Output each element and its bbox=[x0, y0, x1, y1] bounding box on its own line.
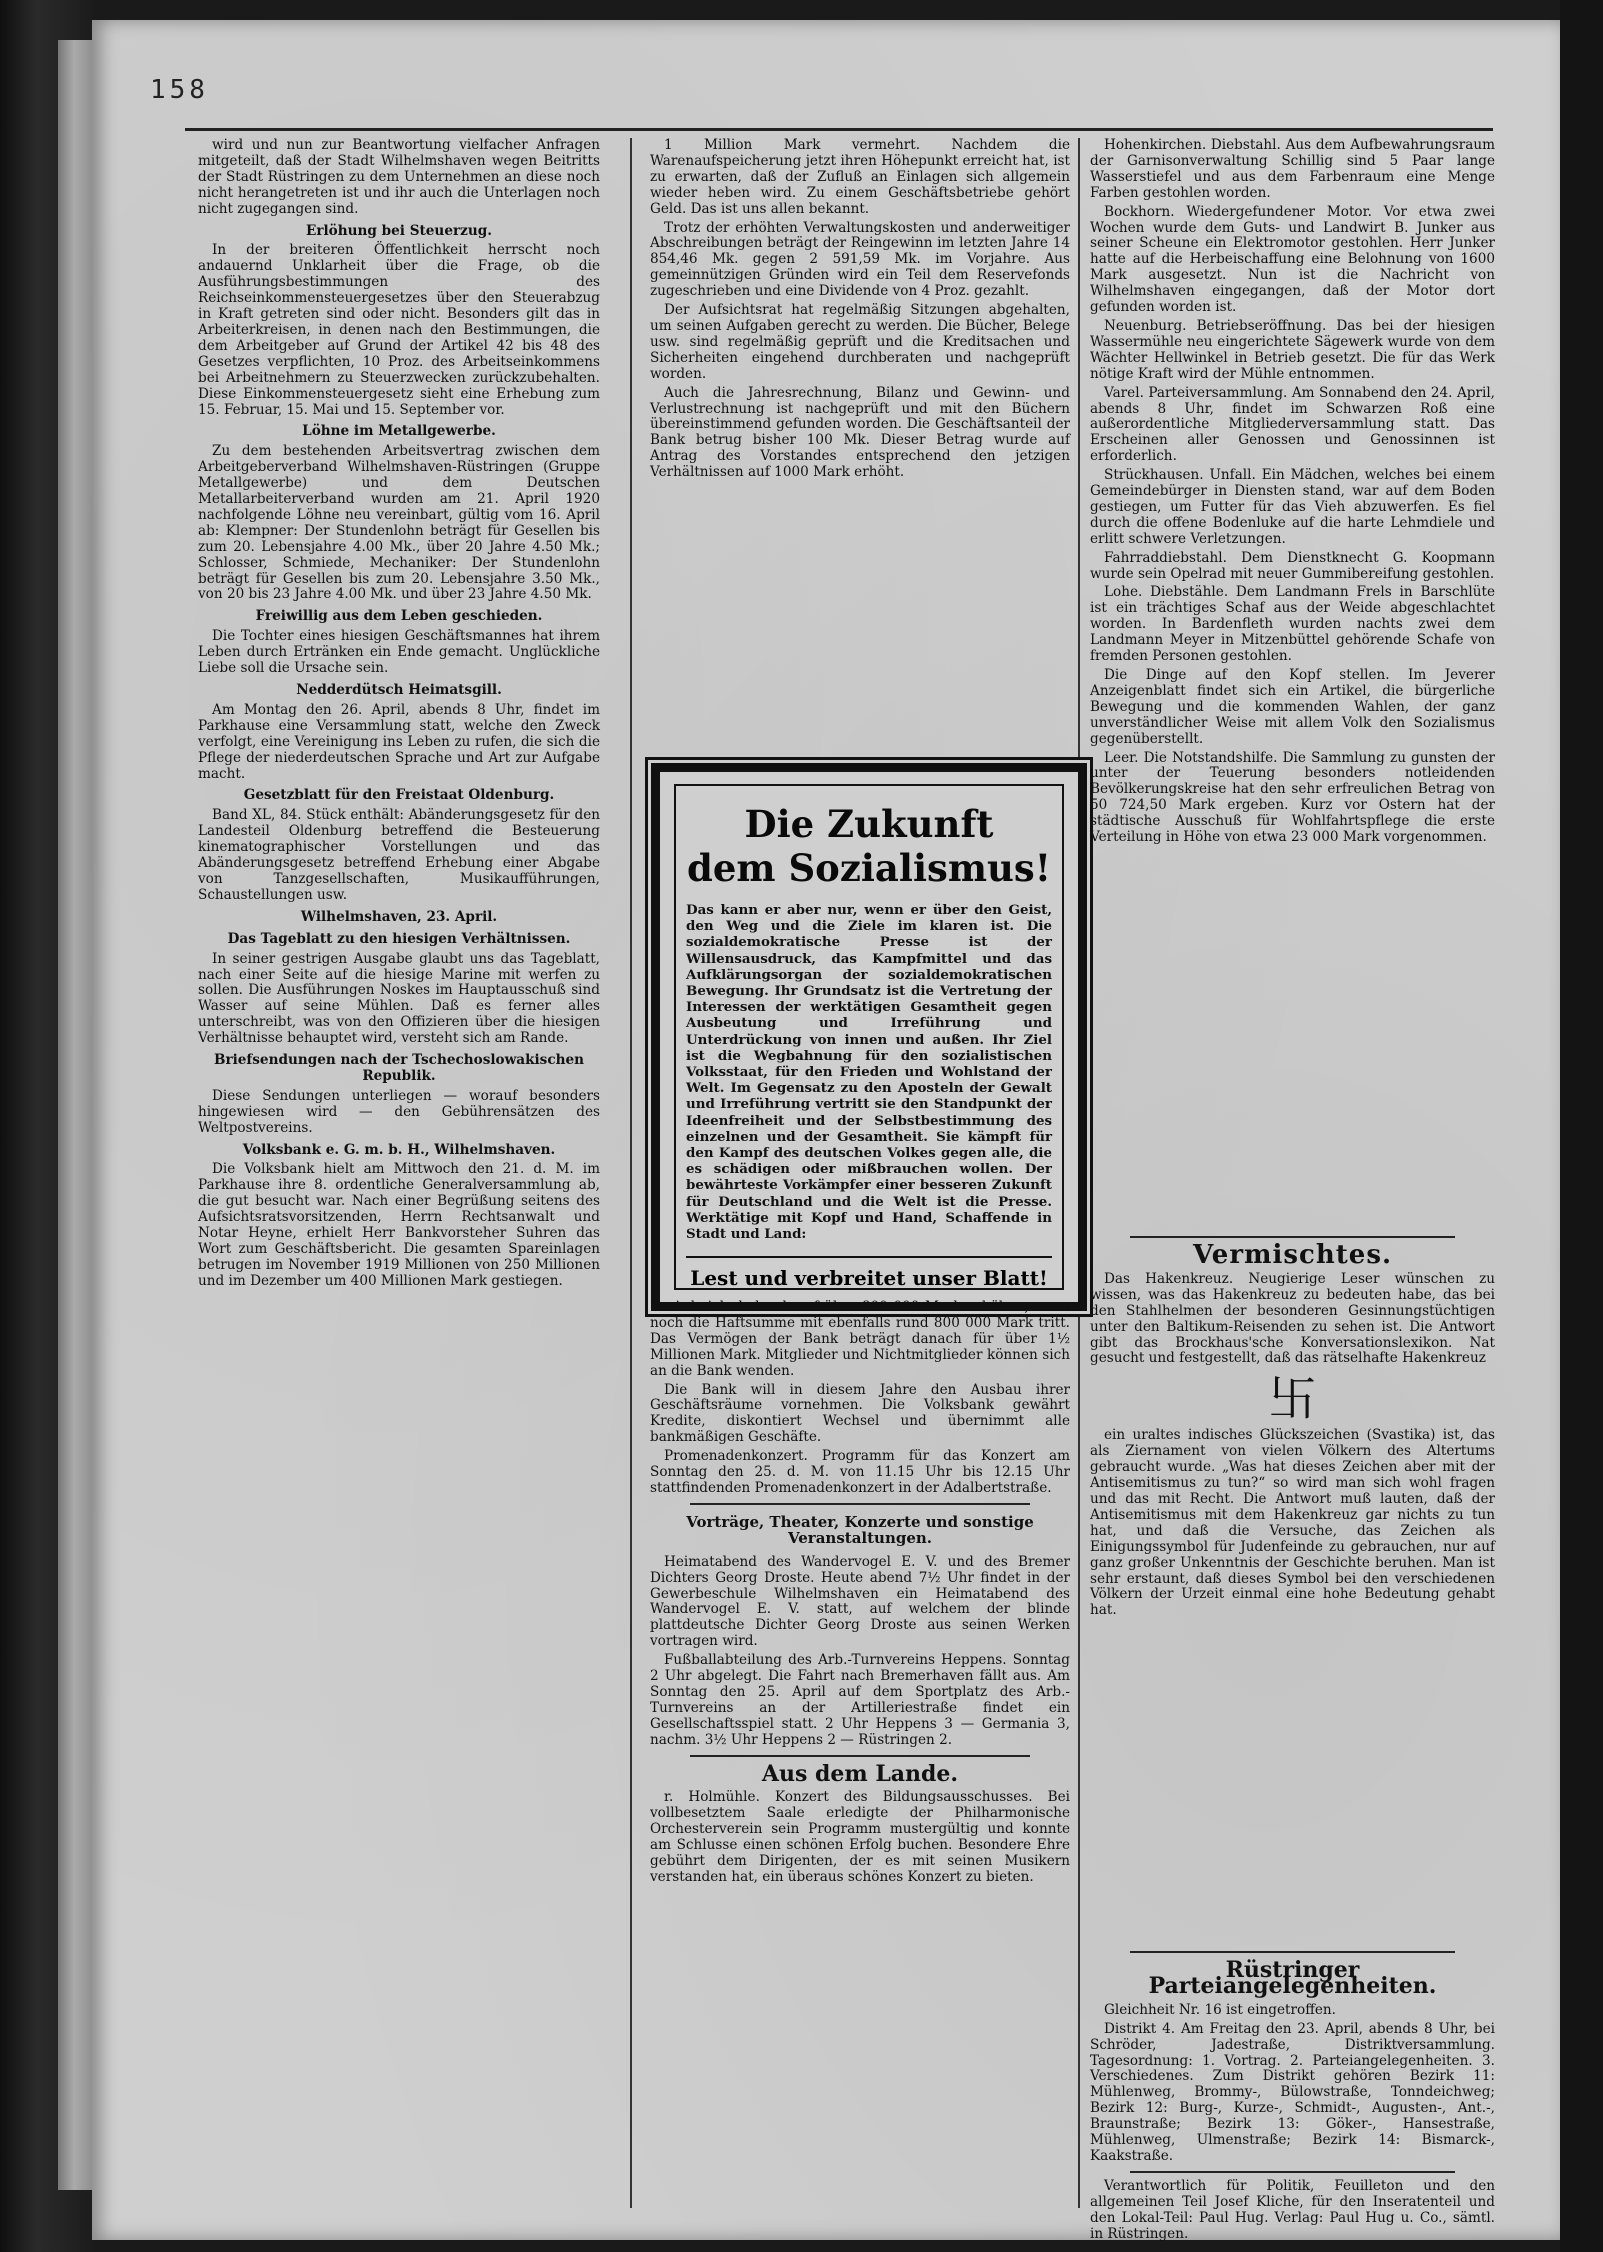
section-heading-events: Vorträge, Theater, Konzerte und sonstige Veranstaltungen. bbox=[686, 1512, 1034, 1547]
advertisement-title bbox=[686, 802, 1052, 890]
section-heading-vermischtes: Vermischtes. bbox=[1192, 1240, 1393, 1270]
article-heading: Nedderdütsch Heimatsgill. bbox=[296, 682, 502, 698]
article-heading: Erlöhung bei Steuerzug. bbox=[306, 222, 492, 239]
top-rule bbox=[185, 128, 1493, 131]
advertisement-call-to-action: Lest und verbreitet unser Blatt! bbox=[686, 1256, 1052, 1290]
article-paragraph: Band XL, 84. Stück enthält: Abänderungsgesetz für den Landesteil Oldenburg betreffend die Besteuerung kinematographischer Vorstellungen und das Abänderungsgesetz betreffend Erhebung einer Abgabe von Tanzgesellschaften, Musikaufführungen, Schaustellungen usw. bbox=[198, 807, 600, 903]
article-paragraph: Leer. Die Notstandshilfe. Die Sammlung zu gunsten der unter der Teuerung besonders notleidenden Bevölkerungskreise hat den sehr erfreulichen Betrag von 50 724,50 Mark ergeben. Kurz vor Ostern hat der städtische Ausschuß für Wohlfahrtspflege die erste Verteilung in Höhe von etwa 23 000 Mark vorgenommen. bbox=[1090, 749, 1495, 846]
section-divider bbox=[690, 1503, 1030, 1505]
article-heading: Freiwillig aus dem Leben geschieden. bbox=[255, 608, 543, 625]
hakenkreuz-symbol-icon: 卐 bbox=[1268, 1371, 1317, 1428]
article-paragraph: r. Holmühle. Konzert des Bildungsausschusses. Bei vollbesetztem Saale erledigte der Philharmonische Orchesterverein sein Programm mustergültig und konnte am Schlusse einen schönen Erfolg buchen. Besondere Ehre gebührt dem Dirigenten, der es mit seinen Musikern verstanden hat, ein überaus schönes Konzert zu bieten. bbox=[650, 1789, 1070, 1885]
article-heading: Das Tageblatt zu den hiesigen Verhältnissen. bbox=[227, 930, 571, 947]
article-heading: Gesetzblatt für den Freistaat Oldenburg. bbox=[243, 787, 555, 804]
article-paragraph: Am Montag den 26. April, abends 8 Uhr, findet im Parkhause eine Versammlung statt, welche den Zweck verfolgt, eine Vereinigung ins Leben zu rufen, die sich die Pflege der niederdeutschen Sprache und Art zur Aufgabe macht. bbox=[198, 701, 600, 782]
article-paragraph: Fahrraddiebstahl. Dem Dienstknecht G. Koopmann wurde sein Opelrad mit neuer Gummibereifung gestohlen. bbox=[1090, 549, 1495, 582]
article-paragraph: Diese Sendungen unterliegen — worauf besonders hingewiesen wird — den Gebührensätzen des Weltpostvereins. bbox=[198, 1087, 600, 1136]
page-number: 158 bbox=[150, 75, 209, 105]
dateline: Wilhelmshaven, 23. April. bbox=[300, 908, 498, 925]
article-paragraph: wird und nun zur Beantwortung vielfacher Anfragen mitgeteilt, daß der Stadt Wilhelmshaven wegen Beitritts der Stadt Rüstringen zu dem Unternehmen an diese noch nicht herangetreten ist und ihr auch die Unterlagen noch nicht zugegangen sind. bbox=[198, 137, 600, 217]
column-3-bottom bbox=[1090, 1945, 1495, 2242]
article-paragraph: Die Volksbank hielt am Mittwoch den 21. d. M. im Parkhause ihre 8. ordentliche Generalversammlung ab, die gut besucht war. Nach einer Begrüßung seitens des Aufsichtsratsvorsitzenden, Herrn Rechtsanwalt und Notar Heyne, erhielt Herr Bankvorsteher Suhren das Wort zum Geschäftsbericht. Die gesamten Spareinlagen betrugen im November 1919 Millionen von 250 Millionen und im Dezember um 400 Millionen Mark gestiegen. bbox=[198, 1161, 600, 1289]
article-paragraph: Heimatabend des Wandervogel E. V. und des Bremer Dichters Georg Droste. Heute abend 7½ Uhr findet in der Gewerbeschule Wilhelmshaven ein Heimatabend des Wandervogel E. V. statt, auf welchem der blinde plattdeutsche Dichter Georg Droste aus seinen Werken vortragen wird. bbox=[650, 1553, 1070, 1650]
scan-right-margin bbox=[1560, 0, 1603, 2252]
article-paragraph: Auch die Jahresrechnung, Bilanz und Gewinn- und Verlustrechnung ist nachgeprüft und mit den Büchern übereinstimmend gefunden worden. Die Geschäftsanteil der Bank betrug bisher 100 Mk. Dieser Betrag wurde auf Antrag des Vorstandes entsprechend den jetzigen Verhältnissen auf 1000 Mark erhöht. bbox=[650, 384, 1070, 481]
article-paragraph: In der breiteren Öffentlichkeit herrscht noch andauernd Unklarheit über die Frage, ob die Ausführungsbestimmungen des Reichseinkommensteuergesetzes über den Steuerabzug in Kraft getreten sind oder nicht. Besonders gilt das in Arbeiterkreisen, in denen nach den Bestimmungen, die dem Arbeitgeber auf Grund der Artikel 42 bis 48 des Gesetzes verpflichten, 10 Proz. des Arbeitseinkommens bei Arbeitnehmern zu Steuerzwecken zurückzubehalten. Diese Einkommensteuergesetz sieht eine Erhebung zum 15. Februar, 15. Mai und 15. September vor. bbox=[198, 242, 600, 418]
article-heading: Briefsendungen nach der Tschechoslowakischen Republik. bbox=[213, 1052, 585, 1084]
column-3-middle bbox=[1090, 1230, 1495, 1900]
column-2-top bbox=[650, 138, 1070, 738]
section-heading-parteiangelegenheiten: Rüstringer Parteiangelegenheiten. bbox=[1148, 1957, 1437, 1999]
column-2-bottom bbox=[650, 1300, 1070, 2160]
section-divider bbox=[690, 1755, 1030, 1757]
article-paragraph: Die Dinge auf den Kopf stellen. Im Jeverer Anzeigenblatt findet sich ein Artikel, die bürgerliche Bewegung und die kommenden Wahlen, der ganz unverständlicher Weise mit allem Volk den Sozialismus gegenüberstellt. bbox=[1090, 667, 1495, 747]
article-paragraph: Die Tochter eines hiesigen Geschäftsmannes hat ihrem Leben durch Ertränken ein Ende gemacht. Unglückliche Liebe soll die Ursache sein. bbox=[198, 628, 600, 677]
section-divider bbox=[1130, 2171, 1455, 2173]
advertisement-title-line-1: Die Zukunft bbox=[744, 802, 994, 846]
column-divider-1 bbox=[630, 138, 632, 2208]
column-1 bbox=[198, 138, 600, 2043]
article-paragraph: Neuenburg. Betriebseröffnung. Das bei der hiesigen Wassermühle neu eingerichtete Sägewerk wurde von dem Wächter Hellwinkel in Betrieb gesetzt. Die für das Werk nötige Kraft wird der Mühle entnommen. bbox=[1090, 317, 1495, 382]
article-paragraph: Bockhorn. Wiedergefundener Motor. Vor etwa zwei Wochen wurde dem Guts- und Landwirt B. Junker aus seiner Scheune ein Elektromotor gestohlen. Herr Junker hatte auf die Herbeischaffung eine Belohnung von 1600 Mark ausgesetzt. Nun ist die Nachricht von Wilhelmshaven eingegangen, daß der Motor dort gefunden worden ist. bbox=[1090, 203, 1495, 316]
article-paragraph: Varel. Parteiversammlung. Am Sonnabend den 24. April, abends 8 Uhr, findet im Schwarzen Roß eine außerordentliche Mitgliederversammlung statt. Das Erscheinen aller Genossen und Genossinnen ist erforderlich. bbox=[1090, 384, 1495, 465]
article-paragraph: In seiner gestrigen Ausgabe glaubt uns das Tageblatt, nach einer Seite auf die hiesige Marine mit werfen zu sollen. Die Ausführungen Noskes im Hauptausschuß sind Wasser auf seine Mühlen. Daß es ferner alles unterschreibt, was von den Offizieren über die hiesigen Verhältnisse behauptet wird, versteht sich am Rande. bbox=[198, 950, 600, 1047]
article-paragraph: Hohenkirchen. Diebstahl. Aus dem Aufbewahrungsraum der Garnisonverwaltung Schillig sind 5 Paar lange Wasserstiefel und aus dem Farbenraum eine Menge Farben gestohlen worden. bbox=[1090, 137, 1495, 201]
imprint: Verantwortlich für Politik, Feuilleton und den allgemeinen Teil Josef Kliche, für den Inseratenteil und den Lokal-Teil: Paul Hug. Verlag: Paul Hug u. Co., sämtl. in Rüstringen. bbox=[1090, 2177, 1495, 2242]
article-heading: Löhne im Metallgewerbe. bbox=[302, 423, 496, 440]
advertisement-inner-frame bbox=[674, 784, 1064, 1290]
article-heading: Volksbank e. G. m. b. H., Wilhelmshaven. bbox=[242, 1141, 556, 1158]
article-paragraph: Fußballabteilung des Arb.-Turnvereins Heppens. Sonntag 2 Uhr abgelegt. Die Fahrt nach Bremerhaven fällt aus. Am Sonntag den 25. April auf dem Sportplatz des Arb.-Turnvereins an der Artilleriestraße findet ein Gesellschaftsspiel statt. 2 Uhr Heppens 3 — Germania 3, nachm. 3½ Uhr Heppens 2 — Rüstringen 2. bbox=[650, 1652, 1070, 1748]
section-heading-aus-dem-lande: Aus dem Lande. bbox=[761, 1760, 959, 1787]
article-paragraph: 1 Million Mark vermehrt. Nachdem die Warenaufspeicherung jetzt ihren Höhepunkt erreicht hat, ist zu erwarten, daß der Zufluß an Einlagen sich allgemein wieder heben wird. Zu einem Geschäftsbetriebe gehört Geld. Das ist uns allen bekannt. bbox=[650, 137, 1070, 217]
article-paragraph: Trotz der erhöhten Verwaltungskosten und anderweitiger Abschreibungen beträgt der Reingewinn im letzten Jahre 14 854,46 Mk. gegen 2 591,59 Mk. im Vorjahre. Aus gemeinnützigen Gründen wird ein Teil dem Reservefonds zugeschrieben und eine Dividende von 4 Proz. gezahlt. bbox=[650, 219, 1070, 300]
article-paragraph: Zu dem bestehenden Arbeitsvertrag zwischen dem Arbeitgeberverband Wilhelmshaven-Rüstringen (Gruppe Metallgewerbe) und dem Deutschen Metallarbeiterverband wurden am 21. April 1920 nachfolgende Löhne neu vereinbart, gültig vom 16. April ab: Klempner: Der Stundenlohn beträgt für Gesellen bis zum 20. Lebensjahre 4.00 Mk., über 20 Jahre 4.50 Mk.; Schlosser, Schmiede, Mechaniker: Der Stundenlohn beträgt für Gesellen bis zum 20. Lebensjahre 3.50 Mk., von 20 bis 23 Jahre 4.00 Mk. und über 23 Jahre 4.50 Mk. bbox=[198, 443, 600, 603]
advertisement-box bbox=[651, 763, 1087, 1311]
article-paragraph: Gleichheit Nr. 16 ist eingetroffen. bbox=[1104, 2001, 1336, 2018]
article-paragraph: Promenadenkonzert. Programm für das Konzert am Sonntag den 25. d. M. von 11.15 Uhr bis 12.15 Uhr stattfindenden Promenadenkonzert in der Adalbertstraße. bbox=[650, 1448, 1070, 1496]
article-paragraph: Distrikt 4. Am Freitag den 23. April, abends 8 Uhr, bei Schröder, Jadestraße, Distriktversammlung. Tagesordnung: 1. Vortrag. 2. Parteiangelegenheiten. 3. Verschiedenes. Zum Distrikt gehören Bezirk 11: Mühlenweg, Brommy-, Bülowstraße, Tonndeichweg; Bezirk 12: Burg-, Kurze-, Schmidt-, Augusten-, Ant.-, Braunstraße; Bezirk 13: Göker-, Hansestraße, Mühlenweg, Ulmenstraße; Bezirk 14: Bismarck-, Kaakstraße. bbox=[1090, 2020, 1495, 2164]
section-divider bbox=[1130, 1951, 1455, 1953]
article-paragraph: Der Aufsichtsrat hat regelmäßig Sitzungen abgehalten, um seinen Aufgaben gerecht zu werden. Die Bücher, Belege usw. sind regelmäßig geprüft und die Kreditsachen und Sicherheiten eingehend durchberaten und nachgeprüft worden. bbox=[650, 302, 1070, 382]
advertisement-body: Das kann er aber nur, wenn er über den Geist, den Weg und die Ziele im klaren ist. Die sozialdemokratische Presse ist der Willensausdruck, das Kampfmittel und das Aufklärungsorgan der sozialdemokratischen Bewegung. Ihr Grundsatz ist die Vertretung der Interessen der werktätigen Gesamtheit gegen Ausbeutung und Irreführung und Unterdrückung von innen und außen. Ihr Ziel ist die Wegbahnung für den sozialistischen Volksstaat, für den Frieden und Wohlstand der Welt. Im Gegensatz zu den Aposteln der Gewalt und Irreführung vertritt sie den Standpunkt der Ideenfreiheit und der Selbstbestimmung des einzelnen und der Gesamtheit. Sie kämpft für den Kampf des deutschen Volkes gegen alle, die es schädigen oder mißbrauchen wollen. Der bewährteste Vorkämpfer einer besseren Zukunft für Deutschland und die Welt ist die Presse. Werktätige mit Kopf und Hand, Schaffende in Stadt und Land: bbox=[686, 902, 1052, 1243]
article-paragraph: ein uraltes indisches Glückszeichen (Svastika) ist, das als Ziernament von vielen Völkern des Altertums gebraucht wurde. „Was hat dieses Zeichen aber mit der Antisemitismus zu tun?“ so wird man sich wohl fragen und das mit Recht. Die Antwort muß lauten, daß der Antisemitismus mit dem Hakenkreuz gar nichts zu tun hat, und daß die Versuche, das Zeichen als Einigungssymbol für Judenfeinde zu gebrauchen, nur auf ganz großer Unkenntnis der Geschichte beruhen. Man ist sehr erstaunt, daß dieses Symbol bei den verschiedenen Völkern der Urzeit einmal eine hohe Bedeutung gehabt hat. bbox=[1090, 1427, 1495, 1619]
article-paragraph: Das Hakenkreuz. Neugierige Leser wünschen zu wissen, was das Hakenkreuz zu bedeuten habe, das bei den Stahlhelmen der besonderen Gesinnungstüchtigen unter den Baltikum-Reisenden zu sehen ist. Die Antwort gibt das Brockhaus'sche Konversationslexikon. Nat gesucht und festgestellt, daß das rätselhafte Hakenkreuz bbox=[1090, 1270, 1495, 1367]
article-paragraph: wird sich dadurch auf über 800 000 Mark erhöhen, wozu noch die Haftsumme mit ebenfalls rund 800 000 Mark tritt. Das Vermögen der Bank beträgt danach für über 1½ Millionen Mark. Mitglieder und Nichtmitglieder können sich an die Bank wenden. bbox=[650, 1299, 1070, 1379]
section-divider bbox=[1130, 1236, 1455, 1238]
article-paragraph: Strückhausen. Unfall. Ein Mädchen, welches bei einem Gemeindebürger in Diensten stand, war auf dem Boden gestiegen, um Futter für das Vieh abzuwerfen. Es fiel durch die offene Bodenluke auf die harte Lehmdiele und erlitt schwere Verletzungen. bbox=[1090, 467, 1495, 547]
article-paragraph: Lohe. Diebstähle. Dem Landmann Frels in Barschlüte ist ein trächtiges Schaf aus der Weide abgeschlachtet worden. In Bardenfleth wurden nachts zwei dem Landmann Meyer in Mitzenbüttel gehörende Schafe von fremden Personen gestohlen. bbox=[1090, 584, 1495, 665]
advertisement-title-line-2: dem Sozialismus! bbox=[687, 846, 1051, 890]
article-paragraph: Die Bank will in diesem Jahre den Ausbau ihrer Geschäftsräume vornehmen. Die Volksbank gewährt Kredite, diskontiert Wechsel und übernimmt alle bankmäßigen Geschäfte. bbox=[650, 1381, 1070, 1446]
column-3-top bbox=[1090, 138, 1495, 1143]
